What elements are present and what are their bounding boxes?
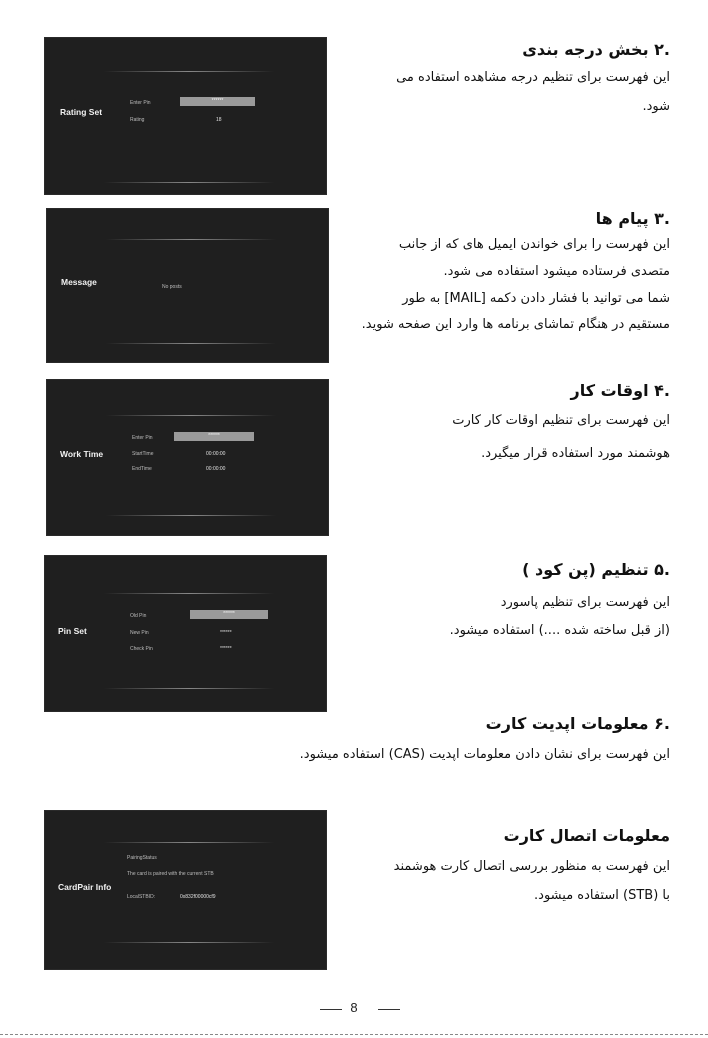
- pin-set-screenshot: [44, 555, 327, 712]
- top-divider: [106, 415, 276, 416]
- section-heading-card-update: .۶ معلومات اپدیت کارت: [485, 714, 670, 733]
- new-pin-value[interactable]: ******: [220, 630, 232, 636]
- menu-title: Message: [61, 277, 97, 287]
- bottom-divider: [106, 515, 276, 516]
- bottom-divider: [104, 688, 274, 689]
- top-divider: [104, 71, 274, 72]
- enter-pin-label: Enter Pin: [130, 100, 151, 106]
- section-heading-message: .۳ پیام ها: [595, 209, 670, 228]
- rating-value[interactable]: 18: [216, 117, 222, 123]
- section-heading-pin-set: .۵ تنظیم (پن کود ): [522, 560, 670, 579]
- enter-pin-label: Enter Pin: [132, 435, 153, 441]
- no-posts-text: No posts: [162, 284, 182, 290]
- local-stb-id-label: LocalSTBID:: [127, 894, 156, 900]
- bottom-divider: [104, 942, 274, 943]
- check-pin-label: Check Pin: [130, 646, 153, 652]
- section-text-work-time-2: هوشمند مورد استفاده قرار میگیرد.: [481, 446, 670, 461]
- section-text-pin-set-2: (از قبل ساخته شده ....) استفاده میشود.: [449, 623, 670, 638]
- pairing-status-text: The card is paired with the current STB: [127, 871, 214, 877]
- message-screenshot: [46, 208, 329, 363]
- start-time-label: StartTime: [132, 451, 154, 457]
- top-divider: [106, 239, 276, 240]
- bottom-dashed-rule: [0, 1034, 708, 1036]
- menu-title: Pin Set: [58, 626, 87, 636]
- start-time-value[interactable]: 00:00:00: [206, 451, 226, 457]
- menu-title: Work Time: [60, 449, 104, 459]
- check-pin-value[interactable]: ******: [220, 646, 232, 652]
- bottom-divider: [106, 343, 276, 344]
- section-text-message-2: متصدی فرستاده میشود استفاده می شود.: [443, 264, 670, 279]
- section-text-rating-2: شود.: [642, 99, 670, 114]
- section-text-pin-set-1: این فهرست برای تنظیم پاسورد: [500, 595, 670, 610]
- section-text-rating-1: این فهرست برای تنظیم درجه مشاهده استفاده می: [396, 70, 670, 85]
- cardpair-info-screenshot: [44, 810, 327, 970]
- section-heading-card-pairing: معلومات اتصال کارت: [503, 826, 670, 845]
- end-time-value[interactable]: 00:00:00: [206, 466, 226, 472]
- rating-label: Rating: [130, 117, 145, 123]
- work-time-screenshot: [46, 379, 329, 536]
- bottom-divider: [104, 182, 274, 183]
- footer-line-right: [378, 1009, 400, 1010]
- section-text-work-time-1: این فهرست برای تنظیم اوقات کار کارت: [452, 413, 670, 428]
- section-text-message-4: مستقیم در هنگام تماشای برنامه ها وارد این صفحه شوید.: [361, 317, 670, 332]
- old-pin-label: Old Pin: [130, 613, 147, 619]
- section-heading-rating: .۲ بخش درجه بندی: [522, 40, 670, 59]
- page-number: 8: [350, 1000, 358, 1015]
- section-text-message-1: این فهرست را برای خواندن ایمیل های که از جانب: [398, 237, 670, 252]
- section-text-card-update-1: این فهرست برای نشان دادن معلومات اپدیت (CAS) استفاده میشود.: [299, 747, 670, 762]
- menu-title: Rating Set: [60, 107, 103, 117]
- pairing-status-label: PairingStatus: [127, 855, 157, 861]
- menu-title: CardPair Info: [58, 882, 112, 892]
- section-heading-work-time: .۴ اوقات کار: [570, 381, 670, 400]
- section-text-message-3: شما می توانید با فشار دادن دکمه [MAIL] به طور: [402, 291, 670, 306]
- enter-pin-field[interactable]: ******: [180, 97, 255, 106]
- top-divider: [104, 593, 274, 594]
- local-stb-id-value: 0x832f00000cf9: [180, 894, 216, 900]
- section-text-card-pairing-2: با (STB) استفاده میشود.: [534, 888, 670, 903]
- old-pin-field[interactable]: ******: [190, 610, 268, 619]
- rating-set-screenshot: [44, 37, 327, 195]
- section-text-card-pairing-1: این فهرست به منظور بررسی اتصال کارت هوشمند: [393, 859, 670, 874]
- new-pin-label: New Pin: [130, 630, 149, 636]
- end-time-label: EndTime: [132, 466, 152, 472]
- enter-pin-field[interactable]: ******: [174, 432, 254, 441]
- top-divider: [104, 842, 274, 843]
